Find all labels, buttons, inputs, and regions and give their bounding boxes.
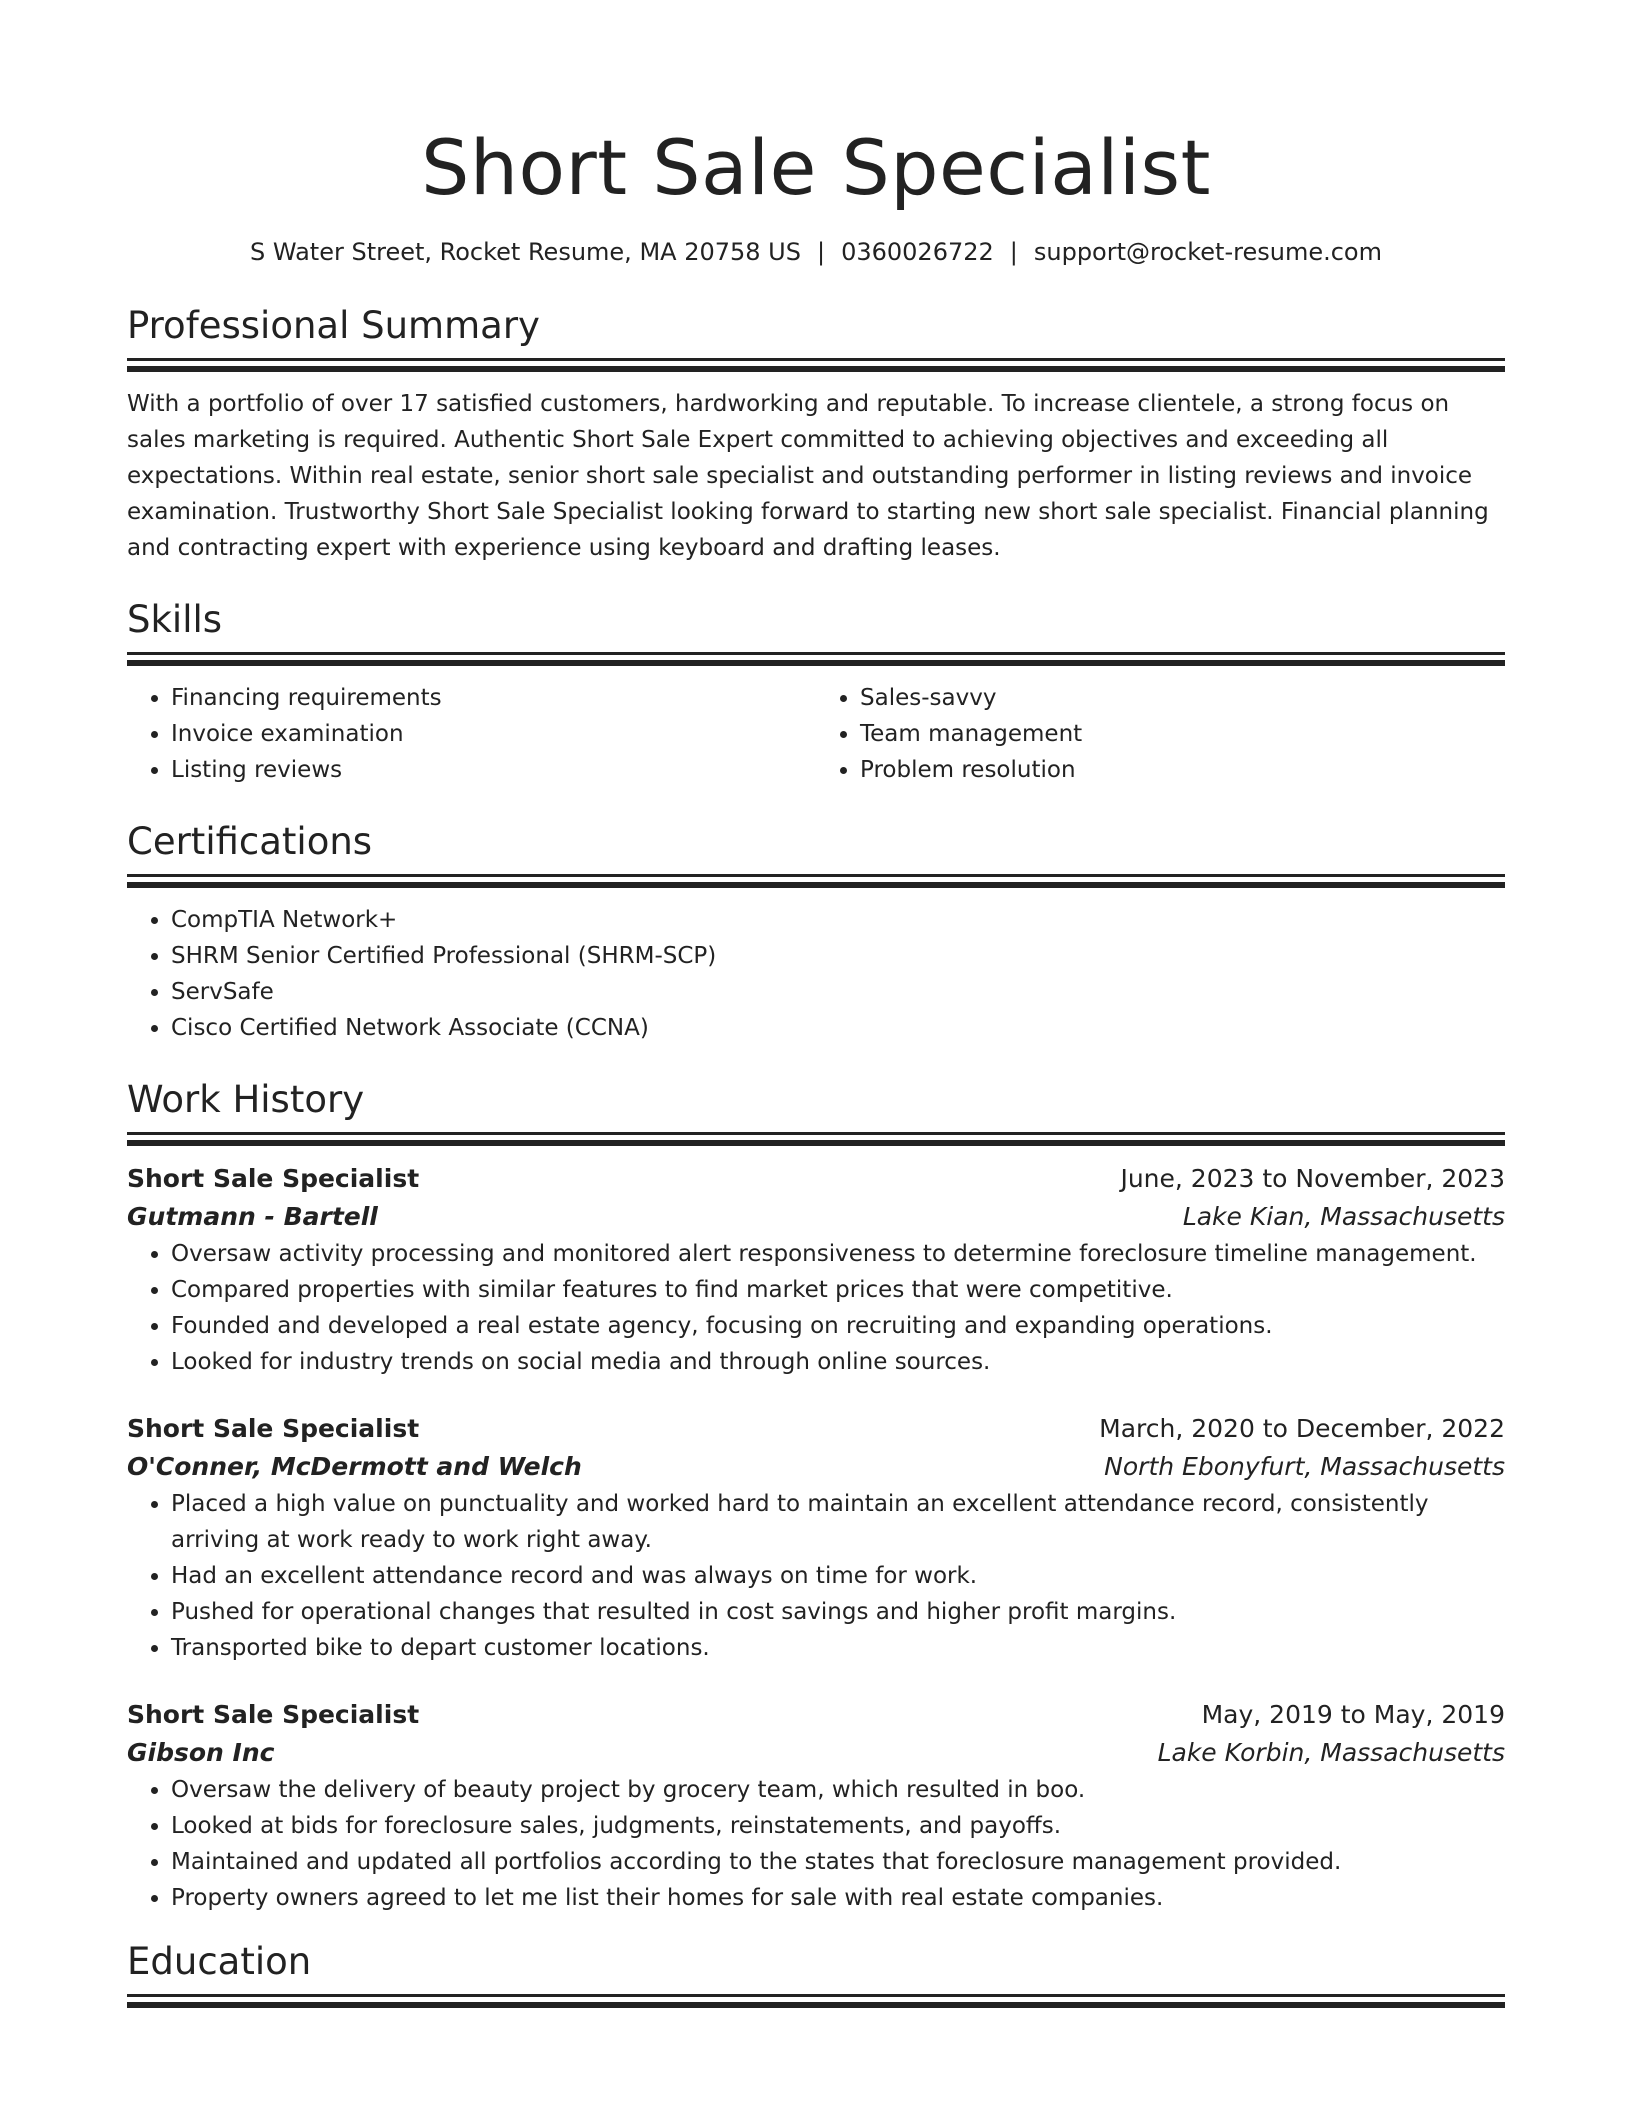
job-company: Gutmann - Bartell <box>127 1202 378 1231</box>
section-skills <box>127 596 1505 788</box>
section-title-work-history: Work History <box>127 1078 365 1121</box>
job-bullet: • Founded and developed a real estate agency, focusing on recruiting and expanding operations. <box>171 1308 1505 1344</box>
section-rule-thick <box>127 882 1505 888</box>
section-rule-thick <box>127 2002 1505 2008</box>
section-title-summary: Professional Summary <box>127 304 540 347</box>
job-dates: May, 2019 to May, 2019 <box>1201 1700 1505 1729</box>
job-bullets <box>127 1236 1505 1380</box>
section-title-certifications: Certifications <box>127 820 373 863</box>
skills-left-list <box>127 680 816 788</box>
section-rule <box>127 358 1505 361</box>
section-summary <box>127 302 1505 566</box>
job-dates: March, 2020 to December, 2022 <box>1099 1414 1505 1443</box>
section-rule <box>127 1994 1505 1997</box>
certification-item: • CompTIA Network+ <box>171 902 1505 938</box>
contact-separator: | <box>816 238 826 266</box>
skills-right-list <box>816 680 1505 788</box>
job-subheader-row <box>127 1198 1505 1236</box>
skill-item: • Problem resolution <box>860 752 1505 788</box>
skill-item: • Team management <box>860 716 1505 752</box>
job-bullet: • Maintained and updated all portfolios according to the states that foreclosure management provided. <box>171 1844 1505 1880</box>
contact-phone: 0360026722 <box>841 238 994 266</box>
summary-text: With a portfolio of over 17 satisfied customers, hardworking and reputable. To increase clientele, a strong focus on sales marketing is required. Authentic Short Sale Expert committed to achieving objectives and exceeding all expectations. Within real estate, senior short sale specialist and outstanding performer in listing reviews and invoice examination. Trustworthy Short Sale Specialist looking forward to starting new short sale specialist. Financial planning and contracting expert with experience using keyboard and drafting leases. <box>127 391 1489 561</box>
job-bullet: • Placed a high value on punctuality and worked hard to maintain an excellent attendance record, consistently arriving at work ready to work right away. <box>171 1486 1505 1558</box>
job-bullet: • Transported bike to depart customer locations. <box>171 1630 1505 1666</box>
job-bullet: • Pushed for operational changes that resulted in cost savings and higher profit margins. <box>171 1594 1505 1630</box>
job-subheader-row <box>127 1448 1505 1486</box>
job-title: Short Sale Specialist <box>127 1414 420 1443</box>
skill-item: • Listing reviews <box>171 752 816 788</box>
section-title-skills: Skills <box>127 598 223 641</box>
job-header-row <box>127 1696 1505 1734</box>
job-bullet: • Looked at bids for foreclosure sales, judgments, reinstatements, and payoffs. <box>171 1808 1505 1844</box>
certification-item: • SHRM Senior Certified Professional (SHRM-SCP) <box>171 938 1505 974</box>
contact-separator: | <box>1009 238 1018 266</box>
job-bullet: • Property owners agreed to let me list their homes for sale with real estate companies. <box>171 1880 1505 1916</box>
contact-line <box>127 236 1505 268</box>
job-title: Short Sale Specialist <box>127 1164 420 1193</box>
job-company: Gibson Inc <box>127 1738 275 1767</box>
job-bullets <box>127 1486 1505 1666</box>
section-rule-thick <box>127 1140 1505 1146</box>
job-company: O'Conner, McDermott and Welch <box>127 1452 582 1481</box>
contact-address: S Water Street, Rocket Resume, MA 20758 US <box>250 238 801 266</box>
job-bullet: • Oversaw activity processing and monitored alert responsiveness to determine foreclosure timeline management. <box>171 1236 1505 1272</box>
skills-grid <box>127 680 1505 788</box>
job-bullet: • Compared properties with similar features to find market prices that were competitive. <box>171 1272 1505 1308</box>
job-bullet: • Looked for industry trends on social media and through online sources. <box>171 1344 1505 1380</box>
job-entry <box>127 1160 1505 1380</box>
section-rule-thick <box>127 366 1505 372</box>
skill-item: • Sales-savvy <box>860 680 1505 716</box>
job-location: Lake Kian, Massachusetts <box>1182 1202 1505 1231</box>
job-entry <box>127 1410 1505 1666</box>
job-header-row <box>127 1160 1505 1198</box>
job-entry <box>127 1696 1505 1916</box>
section-education <box>127 1938 1505 2008</box>
certification-item: • Cisco Certified Network Associate (CCNA) <box>171 1010 1505 1046</box>
section-rule <box>127 1132 1505 1135</box>
job-bullets <box>127 1772 1505 1916</box>
job-dates: June, 2023 to November, 2023 <box>1120 1164 1505 1193</box>
job-title: Short Sale Specialist <box>127 1700 420 1729</box>
job-header-row <box>127 1410 1505 1448</box>
section-work-history <box>127 1076 1505 1916</box>
candidate-name: Short Sale Specialist <box>421 123 1211 212</box>
job-location: North Ebonyfurt, Massachusetts <box>1104 1452 1505 1481</box>
section-certifications <box>127 818 1505 1046</box>
section-title-education: Education <box>127 1940 312 1983</box>
job-location: Lake Korbin, Massachusetts <box>1157 1738 1505 1767</box>
job-subheader-row <box>127 1734 1505 1772</box>
section-rule <box>127 652 1505 655</box>
contact-email: support@rocket-resume.com <box>1033 238 1382 266</box>
section-rule <box>127 874 1505 877</box>
skill-item: • Invoice examination <box>171 716 816 752</box>
job-bullet: • Had an excellent attendance record and was always on time for work. <box>171 1558 1505 1594</box>
section-rule-thick <box>127 660 1505 666</box>
job-bullet: • Oversaw the delivery of beauty project by grocery team, which resulted in boo. <box>171 1772 1505 1808</box>
certifications-list <box>127 902 1505 1046</box>
certification-item: • ServSafe <box>171 974 1505 1010</box>
skill-item: • Financing requirements <box>171 680 816 716</box>
